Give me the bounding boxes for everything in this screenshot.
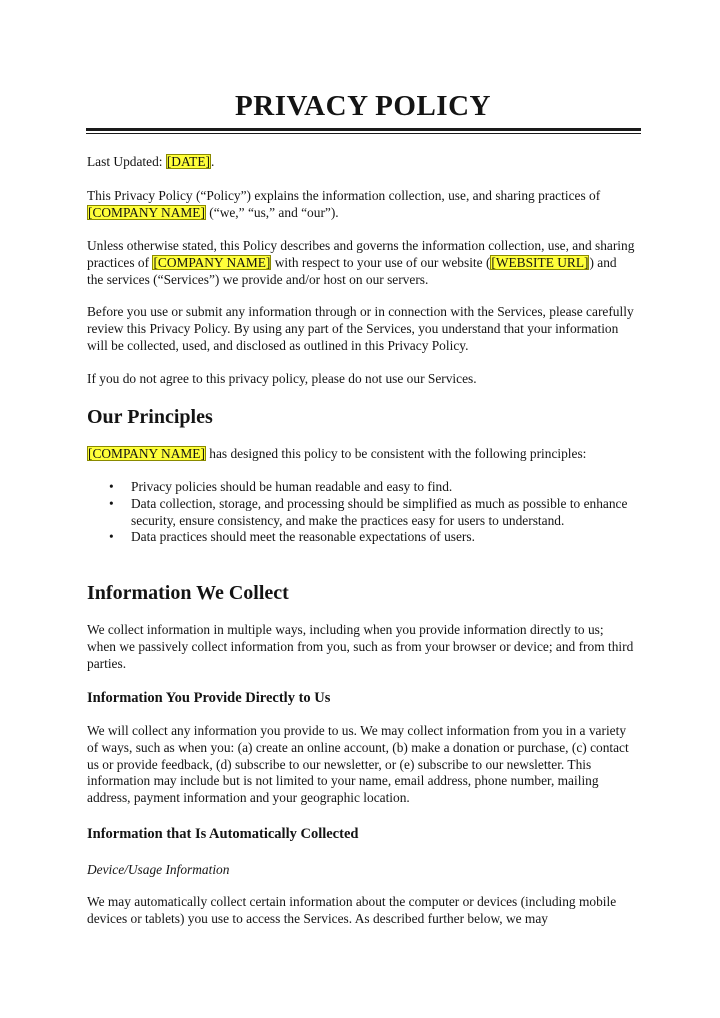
list-item <box>87 496 635 530</box>
intro2-text-pre: Unless otherwise stated, this Policy describes and governs the information collection, use, and sharing practices of <box>87 238 635 270</box>
list-item <box>87 479 635 496</box>
title-rule-thick <box>86 128 641 131</box>
last-updated-label: Last Updated: <box>87 154 166 169</box>
intro-paragraph-2 <box>87 238 635 288</box>
collect-intro: We collect information in multiple ways, including when you provide information directly to us; when we passively collect information from you, such as from your browser or device; and from third parties. <box>87 622 634 671</box>
list-item-text: Privacy policies should be human readable and easy to find. <box>131 479 453 494</box>
principles-intro <box>87 446 635 463</box>
direct-info-heading: Information You Provide Directly to Us <box>87 690 331 706</box>
principles-heading: Our Principles <box>87 406 213 428</box>
intro1-text-post: (“we,” “us,” and “our”). <box>205 204 339 220</box>
auto-info-paragraph: We may automatically collect certain information about the computer or devices (including mobile devices or tablets) you use to access the Services. As described further below, we may <box>87 894 617 926</box>
intro1-text-pre: This Privacy Policy (“Policy”) explains the information collection, use, and sharing practices of <box>87 188 601 203</box>
company-name-placeholder: [COMPANY NAME] <box>153 254 271 270</box>
intro-paragraph-4: If you do not agree to this privacy policy, please do not use our Services. <box>87 371 477 386</box>
collect-heading: Information We Collect <box>87 582 289 604</box>
website-url-placeholder: [WEBSITE URL] <box>491 254 589 270</box>
intro2-text-post: ) and the services (“Services”) we provide and/or host on our servers. <box>87 254 617 287</box>
bullet-icon: • <box>109 529 114 545</box>
title-rule-thin <box>86 133 641 134</box>
last-updated-line <box>87 154 635 171</box>
date-placeholder: [DATE] <box>166 154 210 169</box>
bullet-icon: • <box>109 495 114 511</box>
company-name-placeholder: [COMPANY NAME] <box>88 446 205 461</box>
auto-info-heading: Information that Is Automatically Collected <box>87 826 359 842</box>
direct-info-paragraph: We will collect any information you provide to us. We may collect information from you in a variety of ways, such as when you: (a) create an online account, (b) make a donation or purchase, (c) contact us or provide feedback, (d) subscribe to our newsletter, or (e) subscribe to our newsletter. This information may include but is not limited to your name, email address, phone number, mailing address, payment information and your geographic location. <box>87 723 629 806</box>
principles-list <box>87 479 635 546</box>
last-updated-end: . <box>210 154 215 169</box>
intro-paragraph-1 <box>87 188 635 222</box>
company-name-placeholder: [COMPANY NAME] <box>88 204 205 220</box>
intro-paragraph-3: Before you use or submit any information through or in connection with the Services, please carefully review this Privacy Policy. By using any part of the Services, you understand that your information will be collected, used, and disclosed as outlined in this Privacy Policy. <box>87 304 634 353</box>
intro2-text-mid: with respect to your use of our website ( <box>271 254 491 270</box>
device-usage-subheading: Device/Usage Information <box>87 862 230 877</box>
principles-intro-text: has designed this policy to be consistent with the following principles: <box>205 446 587 461</box>
list-item-text: Data practices should meet the reasonable expectations of users. <box>131 529 475 545</box>
list-item <box>87 529 635 546</box>
bullet-icon: • <box>109 479 114 494</box>
document-title: PRIVACY POLICY <box>235 90 491 122</box>
list-item-text: Data collection, storage, and processing should be simplified as much as possible to enhance security, ensure consistency, and make the practices easy for users to understand. <box>131 495 628 528</box>
